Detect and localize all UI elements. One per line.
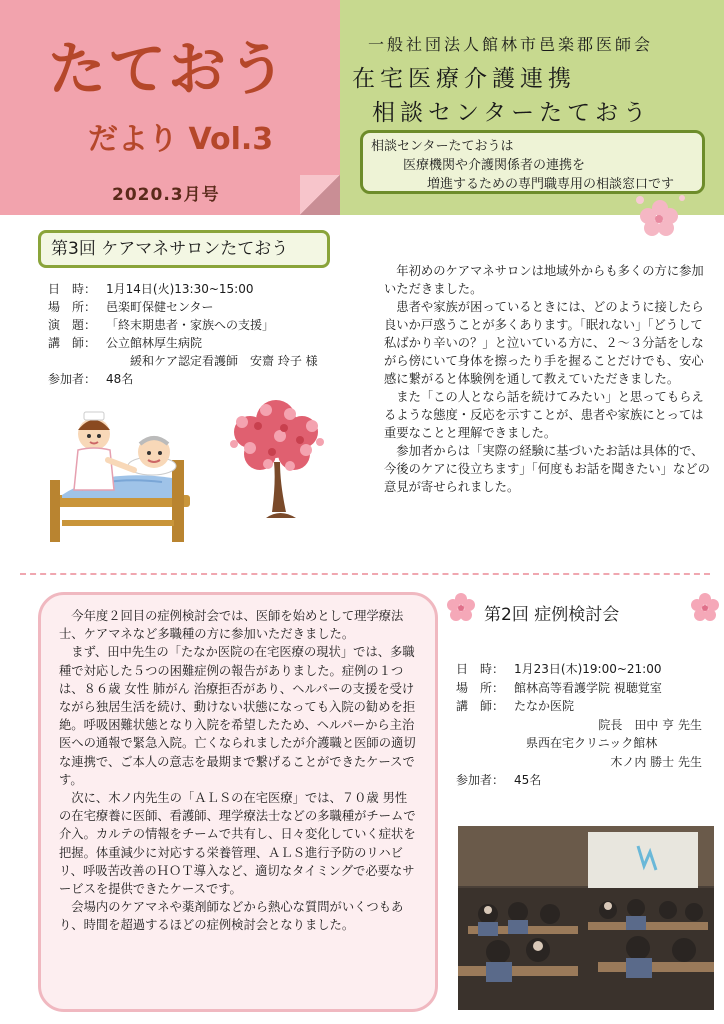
salon-event-info [48,280,348,388]
info-row: 演 題： 「終末期患者・家族への支援」 [48,318,275,332]
intro-box [360,130,705,194]
center-name-line1: 在宅医療介護連携 [352,66,576,92]
info-row: 日 時： 1月23日(木)19:00~21:00 [456,662,662,676]
salon-article [384,262,712,496]
info-row: 参加者： 48名 [48,372,134,386]
heart-tree-illustration [220,392,332,522]
article-paragraph: まず、田中先生の「たなか医院の在宅医療の現状」では、多職種で対応した５つの困難症例の報告がありました。症例の１つは、８６歳 女性 肺がん 治療拒否があり、ヘルパーの支援を受けながら独居生活を続け、動けない状態になっても入院の勧めを拒絶。呼吸困難状態となり入院を希望したため、ヘルパーから主治医への通報で緊急入院。亡くなられましたが介護職と医師の適切な連携で、ご本人の意志を最期まで繋げることができたケースです。 [59,645,416,787]
case-study-event-info [456,660,712,790]
sakura-flower-icon [446,592,476,622]
case-study-section-title: 第2回 症例検討会 [484,605,620,625]
article-paragraph: 会場内のケアマネや薬剤師などから熱心な質問がいくつもあり、時間を超過するほどの症例検討会となりました。 [59,900,404,933]
sakura-flower-icon [690,592,720,622]
article-paragraph: 患者や家族が困っているときには、どのように接したら良いか戸惑うことが多くあります。「眠れない」「どうして私ばかり辛いの？」と泣いている方に、２～３分話をしながら傍にいて身体を擦ったり手を握ることだけでも、安心感に繋がると体験例を通して教えていただきました。 [384,300,704,386]
info-row: 参加者： 45名 [456,773,542,787]
info-row: 講 師： たなか医院 [456,699,575,713]
article-paragraph: 年初めのケアマネサロンは地域外からも多くの方に参加いただきました。 [384,264,704,296]
issue-date: 2020.3月号 [112,185,220,205]
article-paragraph: 次に、木ノ内先生の「ＡＬＳの在宅医療」では、７０歳 男性の在宅療養に医師、看護師、理学療法士などの多職種がチームで介入。カルテの情報をチームで共有し、日々変化していく症状を把握。体重減少に対応する栄養管理、ＡＬＳ進行予防のリハビリ、呼吸苦改善のＨＯＴ導入など、適切なタイミングで必要なサービスを提供できたケースです。 [59,791,416,897]
info-row: 緩和ケア認定看護師 安齋 玲子 様 [130,354,318,368]
center-name-line2: 相談センターたておう [372,100,652,126]
newsletter-title: たておう [48,35,289,103]
intro-line3: 増進するための専門職専用の相談窓口です [427,177,675,192]
intro-line2: 医療機関や介護関係者の連携を [403,158,586,173]
salon-section-title: 第3回 ケアマネサロンたておう [38,230,330,268]
info-row: 場 所： 館林高等看護学院 視聴覚室 [456,680,662,695]
lecturer-2: 木ノ内 勝士 先生 [610,754,702,769]
lecturer-2-org: 県西在宅クリニック館林 [526,736,658,750]
sakura-decoration-icon [630,190,690,240]
nurse-patient-illustration [42,400,202,550]
info-row: 日 時： 1月14日(火)13:30~15:00 [48,282,254,296]
lecturer-1: 院長 田中 亨 先生 [598,717,702,732]
section-divider [20,573,710,575]
page-fold-decoration [300,175,340,215]
newsletter-volume: だより Vol.3 [88,122,274,157]
info-row: 場 所： 邑楽町保健センター [48,300,214,314]
organization-name: 一般社団法人館林市邑楽郡医師会 [368,35,654,54]
case-study-article-box [38,592,438,1012]
info-row: 講 師： 公立館林厚生病院 [48,336,203,350]
article-paragraph: 参加者からは「実際の経験に基づいたお話は具体的で、今後のケアに役立ちます」「何度もお話を聞きたい」などの意見が寄せられました。 [384,444,710,494]
article-paragraph: また「この人となら話を続けてみたい」と思ってもらえるような態度・反応を示すことが、患者や家族にとっては重要なことと理解できました。 [384,390,704,440]
article-paragraph: 今年度２回目の症例検討会では、医師を始めとして理学療法士、ケアマネなど多職種の方に参加いただきました。 [59,609,404,642]
meeting-photo [458,826,714,1010]
intro-line1: 相談センターたておうは [371,139,514,154]
